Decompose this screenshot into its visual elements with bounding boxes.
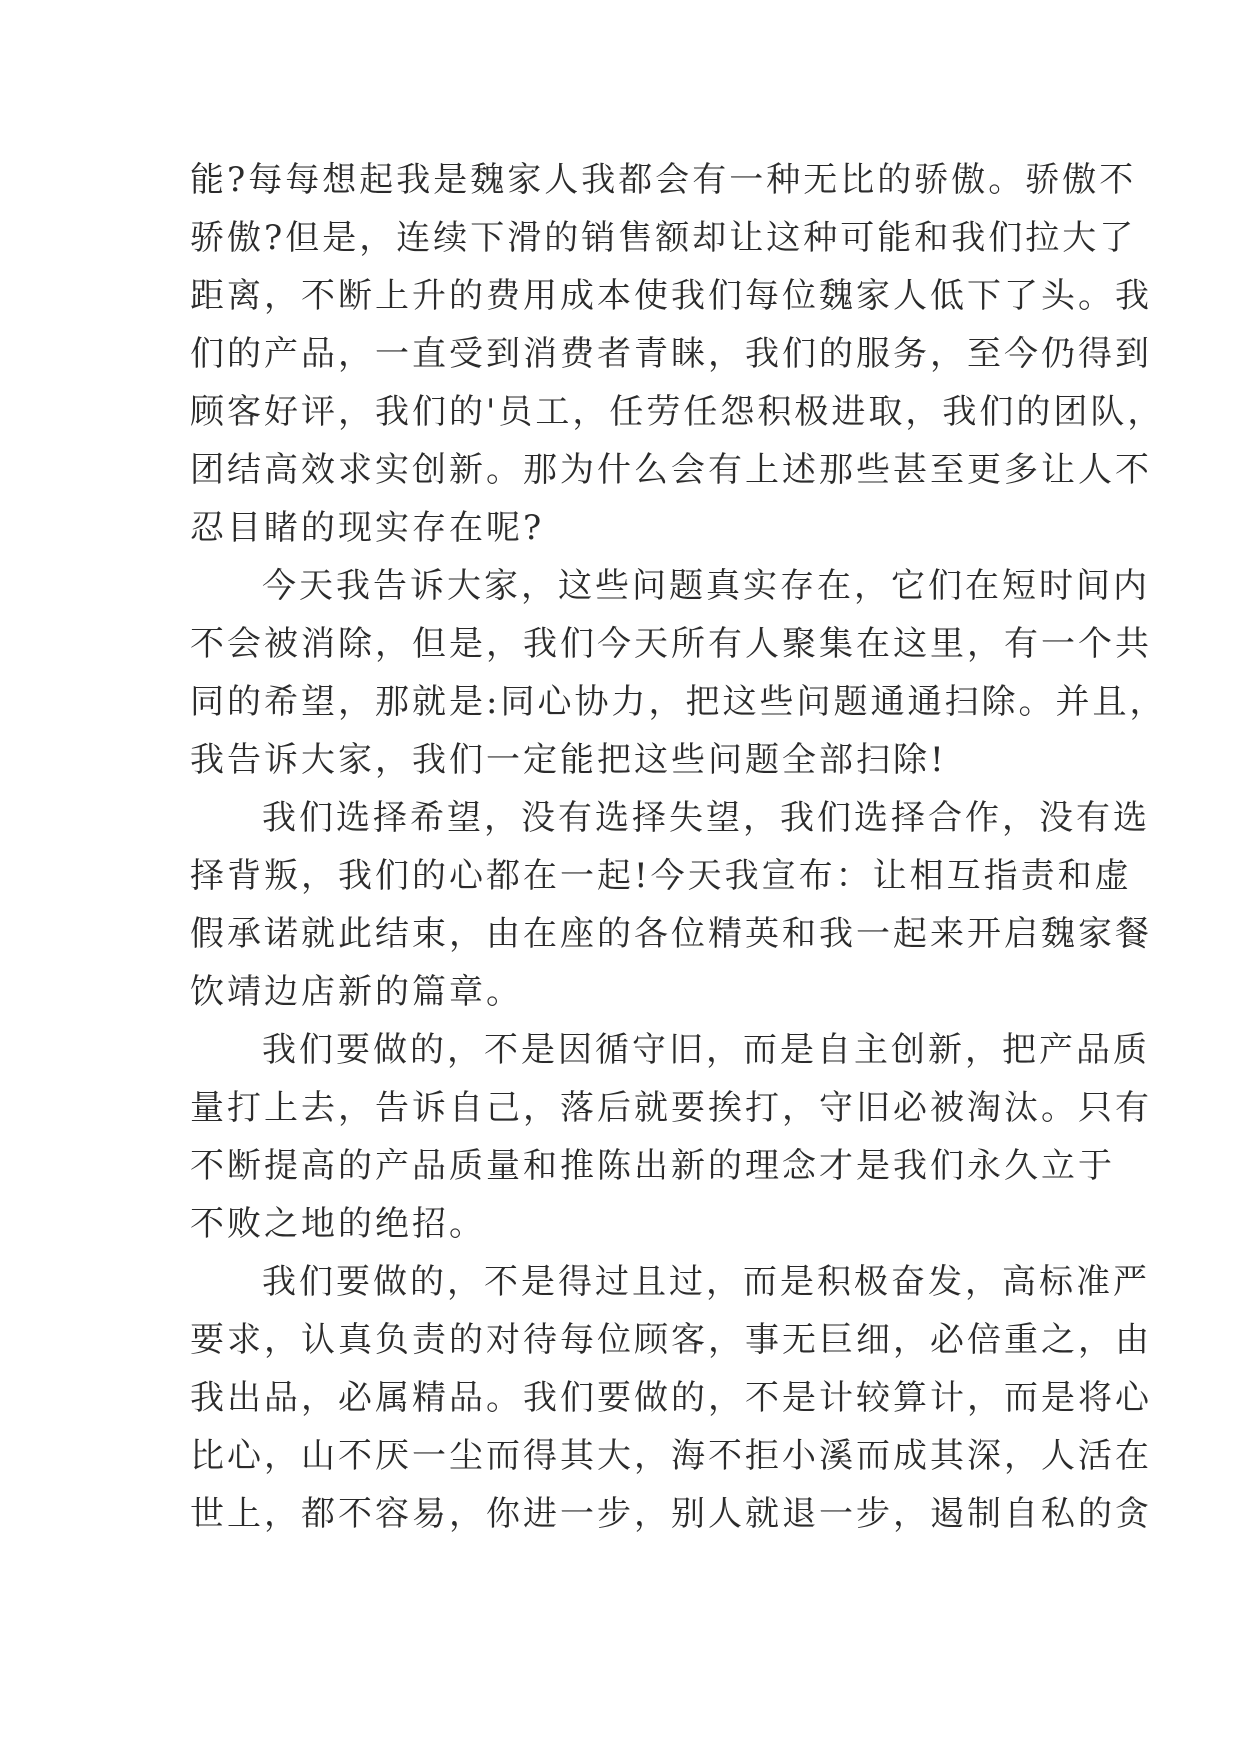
paragraph-first-line: 我们选择希望，没有选择失望，我们选择合作，没有选 [262, 798, 1150, 838]
text-line: 顾客好评，我们的'员工，任劳任怨积极进取，我们的团队， [190, 392, 1165, 432]
text-line: 不断提高的产品质量和推陈出新的理念才是我们永久立于 [190, 1146, 1115, 1186]
document-body-text [190, 151, 1167, 1543]
text-line: 量打上去，告诉自己，落后就要挨打，守旧必被淘汰。只有 [190, 1088, 1152, 1128]
text-line: 同的希望，那就是:同心协力，把这些问题通通扫除。并且， [190, 682, 1167, 722]
text-line: 我告诉大家，我们一定能把这些问题全部扫除! [190, 740, 947, 780]
text-line: 们的产品，一直受到消费者青睐，我们的服务，至今仍得到 [190, 334, 1152, 374]
text-line: 要求，认真负责的对待每位顾客，事无巨细，必倍重之，由 [190, 1320, 1152, 1360]
text-line: 我出品，必属精品。我们要做的，不是计较算计，而是将心 [190, 1378, 1152, 1418]
text-line: 择背叛，我们的心都在一起!今天我宣布：让相互指责和虚 [190, 856, 1132, 896]
paragraph-first-line: 今天我告诉大家，这些问题真实存在，它们在短时间内 [262, 566, 1150, 606]
text-line: 不败之地的绝招。 [190, 1204, 486, 1244]
text-line: 不会被消除，但是，我们今天所有人聚集在这里，有一个共 [190, 624, 1152, 664]
paragraph-first-line: 我们要做的，不是因循守旧，而是自主创新，把产品质 [262, 1030, 1150, 1070]
text-line: 能?每每想起我是魏家人我都会有一种无比的骄傲。骄傲不 [190, 160, 1137, 200]
text-line: 比心，山不厌一尘而得其大，海不拒小溪而成其深，人活在 [190, 1436, 1152, 1476]
text-line: 饮靖边店新的篇章。 [190, 972, 523, 1012]
paragraph-first-line: 我们要做的，不是得过且过，而是积极奋发，高标准严 [262, 1262, 1150, 1302]
text-line: 忍目睹的现实存在呢? [190, 508, 545, 548]
text-line: 团结高效求实创新。那为什么会有上述那些甚至更多让人不 [190, 450, 1152, 490]
text-line: 距离，不断上升的费用成本使我们每位魏家人低下了头。我 [190, 276, 1152, 316]
text-line: 假承诺就此结束，由在座的各位精英和我一起来开启魏家餐 [190, 914, 1152, 954]
text-line: 世上，都不容易，你进一步，别人就退一步，遏制自私的贪 [190, 1494, 1152, 1534]
text-line: 骄傲?但是，连续下滑的销售额却让这种可能和我们拉大了 [190, 218, 1137, 258]
